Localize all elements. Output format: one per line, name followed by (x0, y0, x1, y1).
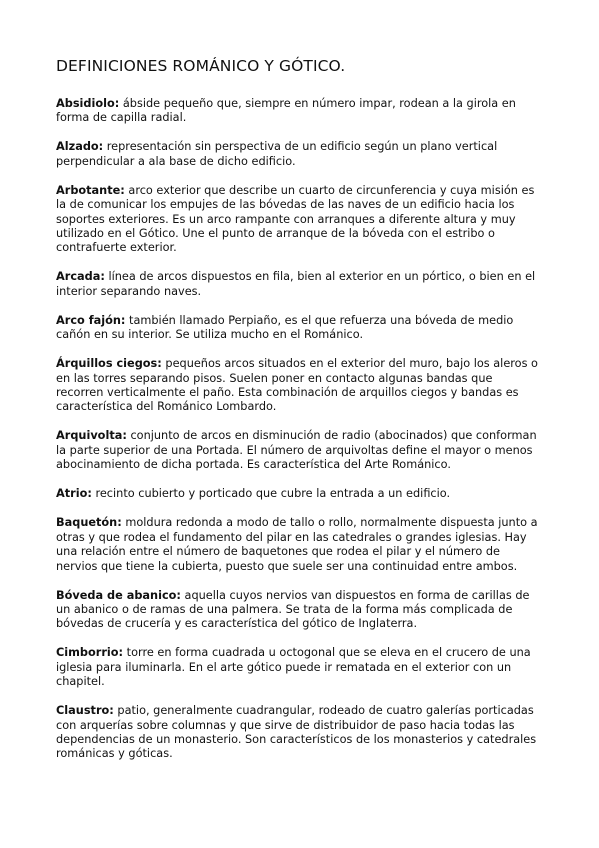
definition-entry-arquivolta (56, 429, 542, 472)
definition-text: patio, generalmente cuadrangular, rodeado de cuatro galerías porticadas con arquerías sobre columnas y que sirve de distribuidor de paso hacia todas las dependencias de un monasterio. Son característicos de los monasterios y catedrales románicas y góticas. (56, 704, 537, 761)
definition-text: línea de arcos dispuestos en fila, bien al exterior en un pórtico, o bien en el interior separando naves. (56, 270, 536, 298)
definition-term: Atrio: (56, 487, 92, 501)
definition-entry-boveda-de-abanico (56, 589, 542, 632)
definition-text: moldura redonda a modo de tallo o rollo, normalmente dispuesta junto a otras y que rodea el fundamento del pilar en las catedrales o grandes iglesias. Hay una relación entre el número de baquetones que rodea el pilar y el número de nervios que tiene la cubierta, puesto que suele ser una continuidad entre ambos. (56, 516, 538, 573)
document-title: DEFINICIONES ROMÁNICO Y GÓTICO. (56, 57, 346, 75)
definition-text: recinto cubierto y porticado que cubre la entrada a un edificio. (91, 487, 451, 501)
definition-text: arco exterior que describe un cuarto de circunferencia y cuya misión es la de comunicar los empujes de las bóvedas de las naves de un edificio hacia los soportes exteriores. Es un arco rampante con arranques a diferente altura y muy utilizado en el Gótico. Une el punto de arranque de la bóveda con el estribo o contrafuerte exterior. (56, 183, 535, 255)
definition-entry-arco-fajon (56, 314, 542, 343)
definition-term: Claustro: (56, 704, 114, 718)
definition-entry-cimborrio (56, 646, 542, 689)
definition-text: pequeños arcos situados en el exterior del muro, bajo los aleros o en las torres separando pisos. Suelen poner en contacto algunas bandas que recorren verticalmente el paño. Esta combinación de arquillos ciegos y bandas es característica del Románico Lombardo. (56, 357, 538, 414)
definition-entry-arcada (56, 270, 542, 299)
document-page (56, 56, 542, 776)
definition-entry-baqueton (56, 516, 542, 574)
definition-term: Arco fajón: (56, 313, 126, 327)
definition-text: conjunto de arcos en disminución de radio (abocinados) que conforman la parte superior de una Portada. El número de arquivoltas define el mayor o menos abocinamiento de dicha portada. Es característica del Arte Románico. (56, 429, 537, 472)
definition-text: también llamado Perpiaño, es el que refuerza una bóveda de medio cañón en su interior. Se utiliza mucho en el Románico. (56, 313, 514, 342)
definition-term: Bóveda de abanico: (56, 588, 181, 602)
definition-term: Absidiolo: (56, 97, 120, 110)
definition-term: Cimborrio: (56, 646, 124, 660)
definition-term: Árquillos ciegos: (56, 357, 162, 371)
definition-entry-claustro (56, 704, 542, 762)
definition-text: aquella cuyos nervios van dispuestos en forma de carillas de un abanico o de ramas de una palmera. Se trata de la forma más complicada de bóvedas de crucería y es característica del gótico de Inglaterra. (56, 588, 530, 631)
definition-term: Arcada: (56, 270, 105, 284)
definition-entry-absidiolo (56, 97, 542, 126)
definition-term: Arquivolta: (56, 429, 127, 443)
definition-term: Arbotante: (56, 183, 125, 197)
definition-entry-arquillos-ciegos (56, 357, 542, 415)
definition-term: Alzado: (56, 140, 104, 154)
definition-text: representación sin perspectiva de un edificio según un plano vertical perpendicular a ala base de dicho edificio. (56, 140, 498, 168)
definition-entry-atrio (56, 487, 542, 501)
definition-text: torre en forma cuadrada u octogonal que se eleva en el crucero de una iglesia para iluminarla. En el arte gótico puede ir rematada en el exterior con un chapitel. (56, 646, 531, 689)
definition-entry-arbotante (56, 184, 542, 256)
definition-entry-alzado (56, 140, 542, 169)
definition-term: Baquetón: (56, 516, 122, 530)
definition-text: ábside pequeño que, siempre en número impar, rodean a la girola en forma de capilla radial. (56, 97, 516, 125)
